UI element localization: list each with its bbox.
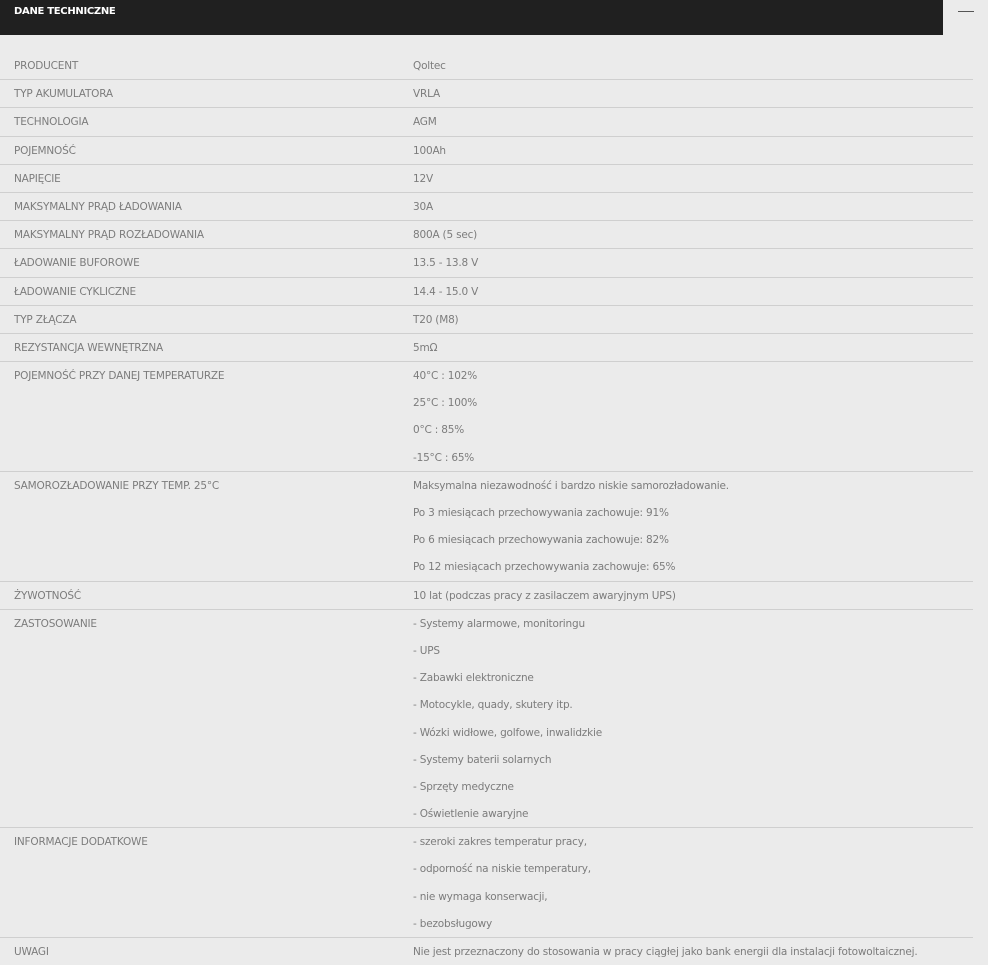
spec-value: T20 (M8)	[413, 313, 459, 326]
spec-row	[0, 938, 973, 965]
spec-value: -15°C : 65%	[413, 451, 475, 464]
spec-row	[0, 362, 973, 472]
spec-label: POJEMNOŚĆ PRZY DANEJ TEMPERATURZE	[14, 370, 225, 383]
spec-value: - odporność na niskie temperatury,	[413, 863, 591, 876]
spec-value: AGM	[413, 116, 437, 129]
spec-label: MAKSYMALNY PRĄD ROZŁADOWANIA	[14, 229, 204, 242]
spec-row	[0, 52, 973, 80]
spec-value: Qoltec	[413, 60, 446, 72]
collapse-icon[interactable]	[958, 11, 974, 12]
spec-values	[413, 610, 973, 828]
spec-value: Nie jest przeznaczony do stosowania w pracy ciągłej jako bank energii dla instalacji fotowoltaicznej.	[413, 946, 918, 958]
spec-value: - Systemy alarmowe, monitoringu	[413, 617, 585, 630]
spec-label: MAKSYMALNY PRĄD ŁADOWANIA	[14, 200, 182, 213]
spec-label: TECHNOLOGIA	[14, 116, 89, 129]
spec-values	[413, 221, 973, 248]
spec-value: - szeroki zakres temperatur pracy,	[413, 836, 587, 849]
section-header[interactable]	[0, 0, 943, 35]
spec-row	[0, 221, 973, 249]
spec-value: - bezobsługowy	[413, 917, 493, 930]
spec-value: - nie wymaga konserwacji,	[413, 890, 548, 903]
spec-value: 100Ah	[413, 144, 446, 157]
spec-values	[413, 249, 973, 276]
spec-values	[413, 582, 973, 609]
spec-table	[0, 52, 973, 965]
spec-row	[0, 137, 973, 165]
spec-row	[0, 108, 973, 136]
spec-row	[0, 193, 973, 221]
spec-value: - Sprzęty medyczne	[413, 780, 514, 793]
spec-value: 5mΩ	[413, 341, 438, 354]
spec-values	[413, 472, 973, 581]
spec-label: REZYSTANCJA WEWNĘTRZNA	[14, 341, 164, 354]
spec-label: TYP ZŁĄCZA	[14, 313, 77, 326]
spec-value: VRLA	[413, 88, 440, 101]
spec-value: Po 3 miesiącach przechowywania zachowuje: 91%	[413, 507, 669, 519]
spec-values	[413, 108, 973, 135]
spec-values	[413, 52, 973, 79]
section-title: DANE TECHNICZNE	[14, 6, 116, 17]
spec-value: - Zabawki elektroniczne	[413, 672, 534, 685]
spec-row	[0, 582, 973, 610]
spec-values	[413, 80, 973, 107]
spec-value: - Wózki widłowe, golfowe, inwalidzkie	[413, 726, 602, 739]
spec-value: - Motocykle, quady, skutery itp.	[413, 699, 573, 712]
spec-row	[0, 165, 973, 193]
spec-value: 14.4 - 15.0 V	[413, 285, 479, 298]
spec-label: INFORMACJE DODATKOWE	[14, 836, 148, 849]
spec-row	[0, 249, 973, 277]
spec-value: 13.5 - 13.8 V	[413, 257, 479, 270]
spec-value: 0°C : 85%	[413, 424, 465, 437]
spec-row	[0, 80, 973, 108]
spec-values	[413, 137, 973, 164]
spec-values	[413, 278, 973, 305]
spec-values	[413, 193, 973, 220]
spec-label: ŁADOWANIE BUFOROWE	[14, 257, 140, 270]
spec-value: Maksymalna niezawodność i bardzo niskie samorozładowanie.	[413, 479, 729, 492]
spec-label: NAPIĘCIE	[14, 172, 61, 185]
spec-values	[413, 165, 973, 192]
spec-value: Po 6 miesiącach przechowywania zachowuje: 82%	[413, 534, 669, 547]
spec-value: - Oświetlenie awaryjne	[413, 808, 529, 821]
spec-row	[0, 472, 973, 582]
spec-value: - UPS	[413, 644, 440, 657]
spec-label: UWAGI	[14, 946, 49, 958]
spec-value: 800A (5 sec)	[413, 229, 478, 242]
spec-value: - Systemy baterii solarnych	[413, 753, 552, 766]
spec-values	[413, 306, 973, 333]
spec-label: ŻYWOTNOŚĆ	[14, 589, 81, 602]
spec-label: POJEMNOŚĆ	[14, 144, 76, 157]
spec-label: ŁADOWANIE CYKLICZNE	[14, 285, 136, 298]
spec-row	[0, 610, 973, 829]
spec-row	[0, 306, 973, 334]
spec-label: PRODUCENT	[14, 60, 79, 72]
spec-values	[413, 938, 973, 965]
spec-value: 30A	[413, 200, 433, 213]
spec-label: TYP AKUMULATORA	[14, 88, 113, 101]
spec-value: 25°C : 100%	[413, 397, 477, 410]
spec-row	[0, 828, 973, 938]
spec-value: 40°C : 102%	[413, 370, 477, 383]
spec-value: Po 12 miesiącach przechowywania zachowuje: 65%	[413, 561, 676, 574]
spec-row	[0, 334, 973, 362]
spec-label: ZASTOSOWANIE	[14, 617, 97, 630]
spec-value: 10 lat (podczas pracy z zasilaczem awaryjnym UPS)	[413, 589, 676, 602]
spec-values	[413, 362, 973, 471]
spec-label: SAMOROZŁADOWANIE PRZY TEMP. 25°C	[14, 479, 220, 492]
spec-values	[413, 334, 973, 361]
spec-value: 12V	[413, 172, 433, 185]
spec-values	[413, 828, 973, 937]
spec-row	[0, 278, 973, 306]
